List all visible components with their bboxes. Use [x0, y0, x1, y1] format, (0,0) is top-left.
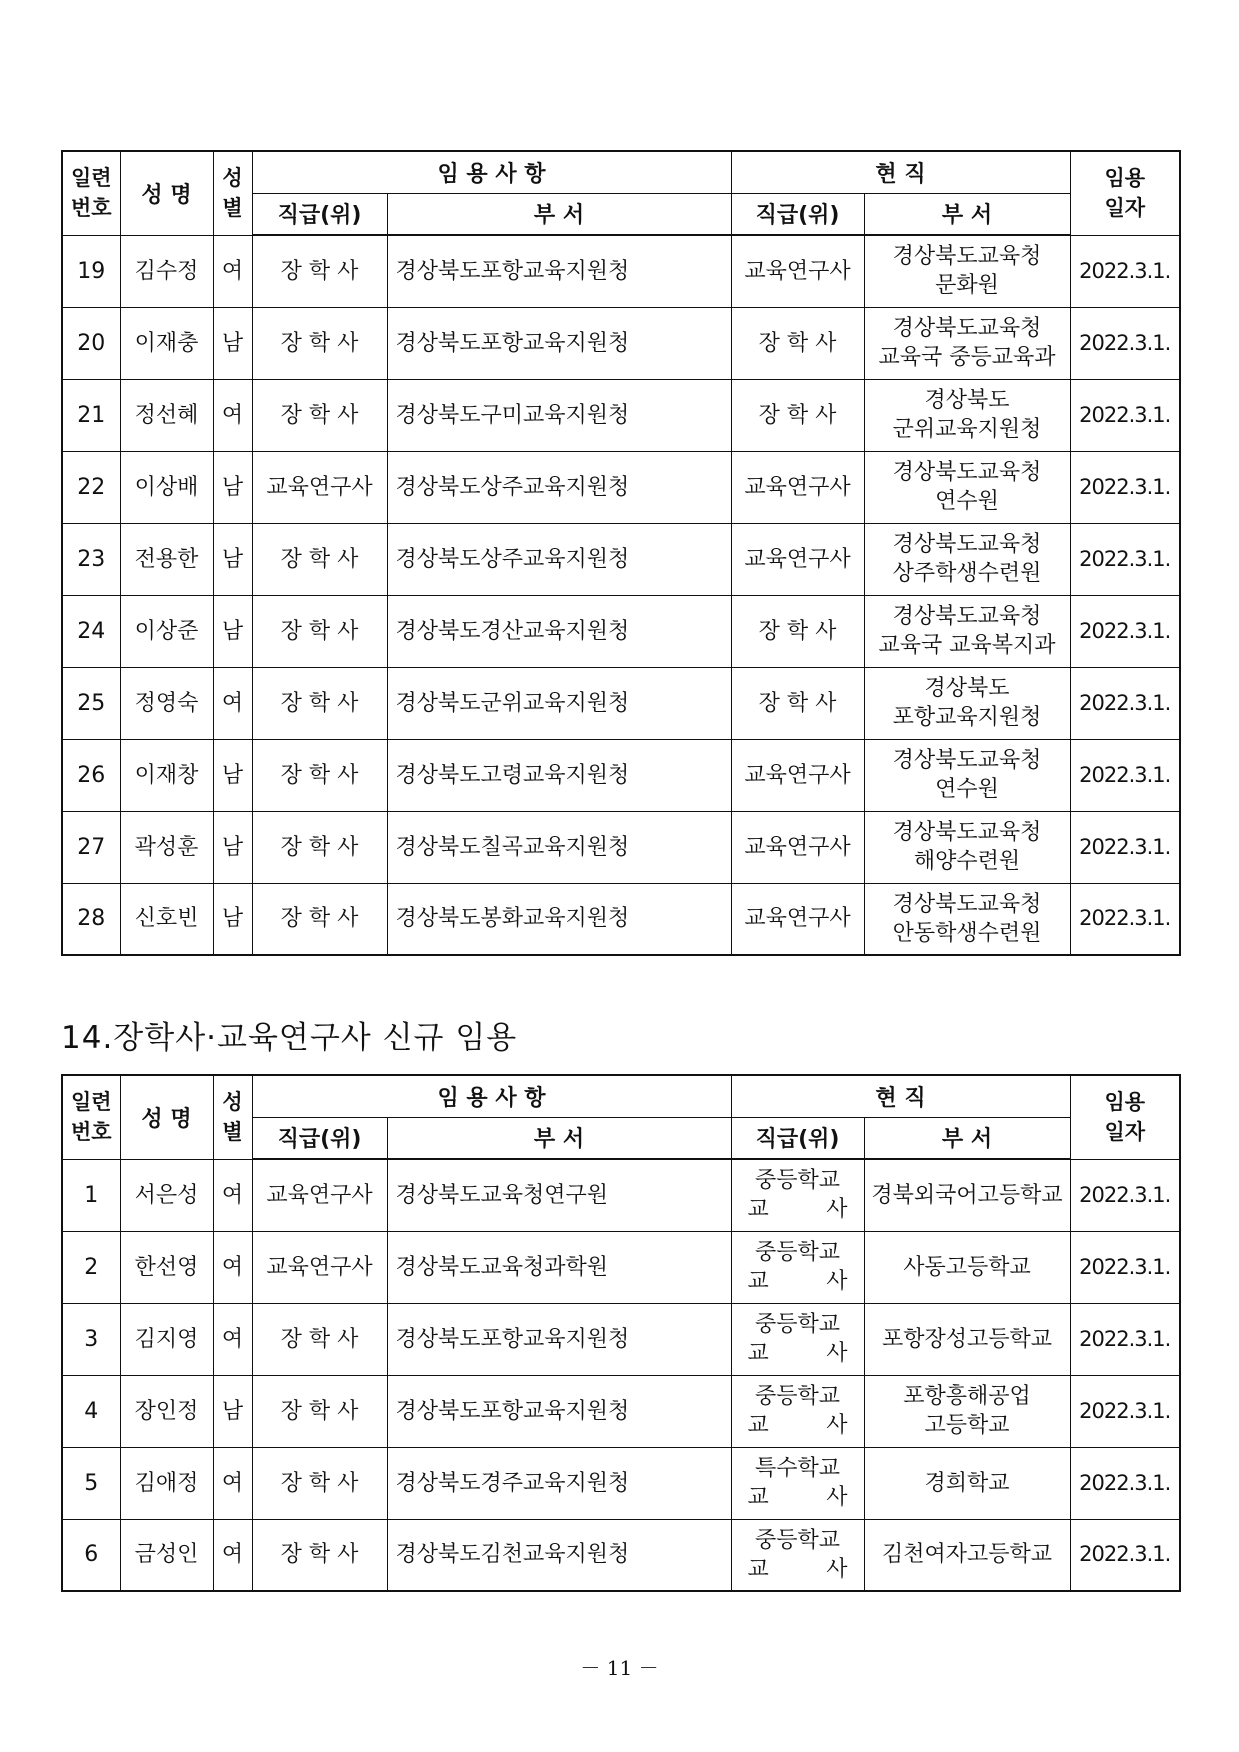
current-dept-line1: 경상북도교육청: [892, 244, 1042, 270]
current-dept-line1: 경상북도교육청: [892, 460, 1042, 485]
header-gender: 성 별: [213, 1075, 252, 1159]
current-dept: [864, 523, 1070, 595]
current-rank-char-b: 사: [826, 1341, 848, 1366]
header-appointment: 임 용 사 항: [252, 1075, 731, 1117]
header-serial: 일련 번호: [62, 1075, 120, 1159]
current-rank: 장 학 사: [731, 667, 864, 739]
current-rank-char-b: 사: [826, 1413, 848, 1438]
current-rank-line1: 중등학교: [754, 1240, 840, 1265]
current-dept: [864, 451, 1070, 523]
current-dept: [864, 883, 1070, 955]
appointed-dept: 경상북도포항교육지원청: [387, 235, 731, 307]
current-rank: [731, 1447, 864, 1519]
gender: 남: [213, 1375, 252, 1447]
current-rank: 장 학 사: [731, 595, 864, 667]
serial-number: 24: [62, 595, 120, 667]
current-dept-line1: 경상북도: [924, 676, 1010, 701]
current-dept-line1: 김천여자고등학교: [881, 1542, 1053, 1568]
new-appointment-table: [61, 1074, 1181, 1592]
current-rank-char-a: 교: [747, 1556, 769, 1582]
serial-number: 23: [62, 523, 120, 595]
current-rank: 교육연구사: [731, 451, 864, 523]
header-date: 임용 일자: [1070, 1075, 1180, 1159]
appointed-rank: 장 학 사: [252, 595, 387, 667]
appointed-rank: 교육연구사: [252, 1231, 387, 1303]
current-rank-line2: [732, 1555, 864, 1584]
header-name: 성 명: [120, 151, 213, 235]
current-dept-line2: 연수원: [935, 777, 999, 802]
current-dept: [864, 811, 1070, 883]
person-name: 신호빈: [120, 883, 213, 955]
table-row: [62, 1519, 1180, 1591]
current-rank-char-a: 교: [747, 1197, 769, 1223]
appointment-date: 2022.3.1.: [1070, 523, 1180, 595]
current-dept-line1: 경상북도: [924, 388, 1010, 413]
current-dept: [864, 1159, 1070, 1231]
current-dept-line1: 포항흥해공업: [903, 1384, 1031, 1409]
gender: 남: [213, 307, 252, 379]
appointed-dept: 경상북도구미교육지원청: [387, 379, 731, 451]
current-rank: 교육연구사: [731, 811, 864, 883]
current-rank-char-b: 사: [826, 1485, 848, 1510]
header-appointment: 임 용 사 항: [252, 151, 731, 193]
appointment-date: 2022.3.1.: [1070, 1231, 1180, 1303]
current-dept-line1: 경상북도교육청: [892, 316, 1042, 341]
appointment-date: 2022.3.1.: [1070, 451, 1180, 523]
appointed-dept: 경상북도상주교육지원청: [387, 451, 731, 523]
table-row: [62, 523, 1180, 595]
serial-number: 5: [62, 1447, 120, 1519]
appointed-rank: 교육연구사: [252, 1159, 387, 1231]
section-title: 14.장학사·교육연구사 신규 임용: [61, 1020, 518, 1056]
header-serial: 일련 번호: [62, 151, 120, 235]
current-dept: [864, 1303, 1070, 1375]
appointed-dept: 경상북도교육청연구원: [387, 1159, 731, 1231]
current-dept: [864, 379, 1070, 451]
appointment-date: 2022.3.1.: [1070, 307, 1180, 379]
table-row: [62, 307, 1180, 379]
header-current-rank: 직급(위): [731, 1117, 864, 1159]
current-dept-line1: 경희학교: [924, 1470, 1010, 1496]
appointment-table-continued: [61, 150, 1181, 956]
serial-number: 20: [62, 307, 120, 379]
current-dept: [864, 1519, 1070, 1591]
current-rank: [731, 1375, 864, 1447]
serial-number: 1: [62, 1159, 120, 1231]
header-dept: 부 서: [387, 1117, 731, 1159]
current-rank-line2: [732, 1483, 864, 1512]
current-rank-line2: [732, 1195, 864, 1224]
gender: 여: [213, 1519, 252, 1591]
current-rank-char-a: 교: [747, 1413, 769, 1438]
person-name: 정선혜: [120, 379, 213, 451]
gender: 남: [213, 523, 252, 595]
gender: 여: [213, 1447, 252, 1519]
person-name: 전용한: [120, 523, 213, 595]
current-rank: 교육연구사: [731, 883, 864, 955]
header-current: 현 직: [731, 151, 1070, 193]
gender: 여: [213, 235, 252, 307]
gender: 여: [213, 667, 252, 739]
appointed-dept: 경상북도김천교육지원청: [387, 1519, 731, 1591]
serial-number: 27: [62, 811, 120, 883]
header-dept: 부 서: [387, 193, 731, 235]
current-rank-line1: 중등학교: [754, 1312, 840, 1337]
person-name: 정영숙: [120, 667, 213, 739]
gender: 여: [213, 1231, 252, 1303]
appointed-rank: 장 학 사: [252, 667, 387, 739]
person-name: 이상준: [120, 595, 213, 667]
header-current-dept: 부 서: [864, 1117, 1070, 1159]
table-row: [62, 1303, 1180, 1375]
serial-number: 21: [62, 379, 120, 451]
current-rank-char-b: 사: [826, 1269, 848, 1294]
table-row: [62, 235, 1180, 307]
appointment-date: 2022.3.1.: [1070, 811, 1180, 883]
appointed-dept: 경상북도군위교육지원청: [387, 667, 731, 739]
appointment-date: 2022.3.1.: [1070, 667, 1180, 739]
person-name: 장인정: [120, 1375, 213, 1447]
serial-number: 6: [62, 1519, 120, 1591]
appointed-dept: 경상북도포항교육지원청: [387, 1375, 731, 1447]
appointed-rank: 장 학 사: [252, 307, 387, 379]
serial-number: 25: [62, 667, 120, 739]
appointed-rank: 장 학 사: [252, 235, 387, 307]
appointed-rank: 장 학 사: [252, 1519, 387, 1591]
header-current: 현 직: [731, 1075, 1070, 1117]
appointment-date: 2022.3.1.: [1070, 739, 1180, 811]
current-dept: [864, 1231, 1070, 1303]
gender: 남: [213, 451, 252, 523]
person-name: 서은성: [120, 1159, 213, 1231]
gender: 남: [213, 739, 252, 811]
current-dept-line2: 상주학생수련원: [892, 561, 1042, 586]
current-rank-char-a: 교: [747, 1341, 769, 1366]
gender: 여: [213, 379, 252, 451]
table-row: [62, 595, 1180, 667]
appointment-date: 2022.3.1.: [1070, 235, 1180, 307]
current-rank-line2: [732, 1411, 864, 1440]
appointed-dept: 경상북도경주교육지원청: [387, 1447, 731, 1519]
current-dept-line2: 포항교육지원청: [892, 705, 1042, 730]
current-rank-line1: 중등학교: [754, 1168, 840, 1194]
current-dept-line2: 문화원: [935, 273, 999, 299]
current-rank: 장 학 사: [731, 379, 864, 451]
current-rank-char-a: 교: [747, 1485, 769, 1510]
appointed-rank: 장 학 사: [252, 811, 387, 883]
header-name: 성 명: [120, 1075, 213, 1159]
appointed-rank: 장 학 사: [252, 883, 387, 955]
current-rank: 교육연구사: [731, 523, 864, 595]
current-dept-line2: 교육국 교육복지과: [878, 633, 1056, 658]
current-rank-line1: 특수학교: [754, 1456, 840, 1481]
person-name: 김수정: [120, 235, 213, 307]
current-dept-line2: 연수원: [935, 489, 999, 514]
table-row: [62, 379, 1180, 451]
current-dept: [864, 1375, 1070, 1447]
appointment-date: 2022.3.1.: [1070, 1519, 1180, 1591]
current-rank: [731, 1519, 864, 1591]
appointment-date: 2022.3.1.: [1070, 1303, 1180, 1375]
gender: 남: [213, 811, 252, 883]
appointed-dept: 경상북도포항교육지원청: [387, 307, 731, 379]
person-name: 금성인: [120, 1519, 213, 1591]
current-rank: 장 학 사: [731, 307, 864, 379]
serial-number: 3: [62, 1303, 120, 1375]
gender: 여: [213, 1303, 252, 1375]
person-name: 김지영: [120, 1303, 213, 1375]
table-row: [62, 883, 1180, 955]
header-current-dept: 부 서: [864, 193, 1070, 235]
header-current-rank: 직급(위): [731, 193, 864, 235]
header-rank: 직급(위): [252, 1117, 387, 1159]
gender: 남: [213, 883, 252, 955]
header-rank: 직급(위): [252, 193, 387, 235]
person-name: 이상배: [120, 451, 213, 523]
appointment-date: 2022.3.1.: [1070, 1447, 1180, 1519]
current-dept-line1: 경상북도교육청: [892, 820, 1042, 845]
current-dept: [864, 595, 1070, 667]
current-dept: [864, 307, 1070, 379]
current-dept: [864, 235, 1070, 307]
current-dept-line1: 사동고등학교: [903, 1254, 1031, 1280]
serial-number: 26: [62, 739, 120, 811]
serial-number: 4: [62, 1375, 120, 1447]
current-rank: 교육연구사: [731, 739, 864, 811]
gender: 여: [213, 1159, 252, 1231]
current-dept-line1: 경상북도교육청: [892, 891, 1042, 917]
person-name: 김애정: [120, 1447, 213, 1519]
serial-number: 2: [62, 1231, 120, 1303]
current-dept-line2: 해양수련원: [913, 849, 1021, 874]
current-dept-line1: 포항장성고등학교: [881, 1326, 1053, 1352]
person-name: 이재창: [120, 739, 213, 811]
current-rank-char-a: 교: [747, 1269, 769, 1294]
current-rank-char-b: 사: [826, 1556, 848, 1582]
appointment-date: 2022.3.1.: [1070, 1159, 1180, 1231]
appointed-rank: 장 학 사: [252, 739, 387, 811]
appointment-date: 2022.3.1.: [1070, 595, 1180, 667]
appointment-date: 2022.3.1.: [1070, 1375, 1180, 1447]
appointed-dept: 경상북도봉화교육지원청: [387, 883, 731, 955]
person-name: 한선영: [120, 1231, 213, 1303]
current-dept: [864, 667, 1070, 739]
current-dept-line1: 경북외국어고등학교: [871, 1182, 1063, 1208]
header-gender: 성 별: [213, 151, 252, 235]
person-name: 이재충: [120, 307, 213, 379]
appointed-rank: 장 학 사: [252, 523, 387, 595]
table-row: [62, 667, 1180, 739]
serial-number: 22: [62, 451, 120, 523]
current-rank: 교육연구사: [731, 235, 864, 307]
current-rank-line2: [732, 1267, 864, 1296]
current-rank: [731, 1231, 864, 1303]
appointment-date: 2022.3.1.: [1070, 379, 1180, 451]
header-date: 임용 일자: [1070, 151, 1180, 235]
current-dept: [864, 1447, 1070, 1519]
table-row: [62, 811, 1180, 883]
current-rank-line1: 중등학교: [754, 1527, 840, 1553]
appointed-dept: 경상북도경산교육지원청: [387, 595, 731, 667]
table-row: [62, 739, 1180, 811]
current-dept-line2: 안동학생수련원: [892, 920, 1042, 946]
appointed-dept: 경상북도상주교육지원청: [387, 523, 731, 595]
current-rank-line1: 중등학교: [754, 1384, 840, 1409]
appointed-dept: 경상북도고령교육지원청: [387, 739, 731, 811]
appointed-dept: 경상북도칠곡교육지원청: [387, 811, 731, 883]
serial-number: 19: [62, 235, 120, 307]
table-row: [62, 1231, 1180, 1303]
current-dept-line2: 고등학교: [924, 1413, 1010, 1438]
current-rank: [731, 1303, 864, 1375]
appointed-rank: 장 학 사: [252, 1303, 387, 1375]
person-name: 곽성훈: [120, 811, 213, 883]
appointed-dept: 경상북도교육청과학원: [387, 1231, 731, 1303]
current-dept-line2: 교육국 중등교육과: [878, 345, 1056, 370]
table-row: [62, 1375, 1180, 1447]
appointed-dept: 경상북도포항교육지원청: [387, 1303, 731, 1375]
table-row: [62, 451, 1180, 523]
current-dept-line1: 경상북도교육청: [892, 604, 1042, 629]
current-dept-line2: 군위교육지원청: [892, 417, 1042, 442]
appointed-rank: 장 학 사: [252, 379, 387, 451]
appointed-rank: 장 학 사: [252, 1375, 387, 1447]
current-dept: [864, 739, 1070, 811]
gender: 남: [213, 595, 252, 667]
serial-number: 28: [62, 883, 120, 955]
page-number: － 11 －: [580, 1656, 659, 1680]
appointed-rank: 교육연구사: [252, 451, 387, 523]
table-row: [62, 1447, 1180, 1519]
current-dept-line1: 경상북도교육청: [892, 532, 1042, 557]
current-rank-line2: [732, 1339, 864, 1368]
appointment-date: 2022.3.1.: [1070, 883, 1180, 955]
current-rank: [731, 1159, 864, 1231]
table-row: [62, 1159, 1180, 1231]
current-dept-line1: 경상북도교육청: [892, 748, 1042, 773]
current-rank-char-b: 사: [826, 1197, 848, 1223]
appointed-rank: 장 학 사: [252, 1447, 387, 1519]
